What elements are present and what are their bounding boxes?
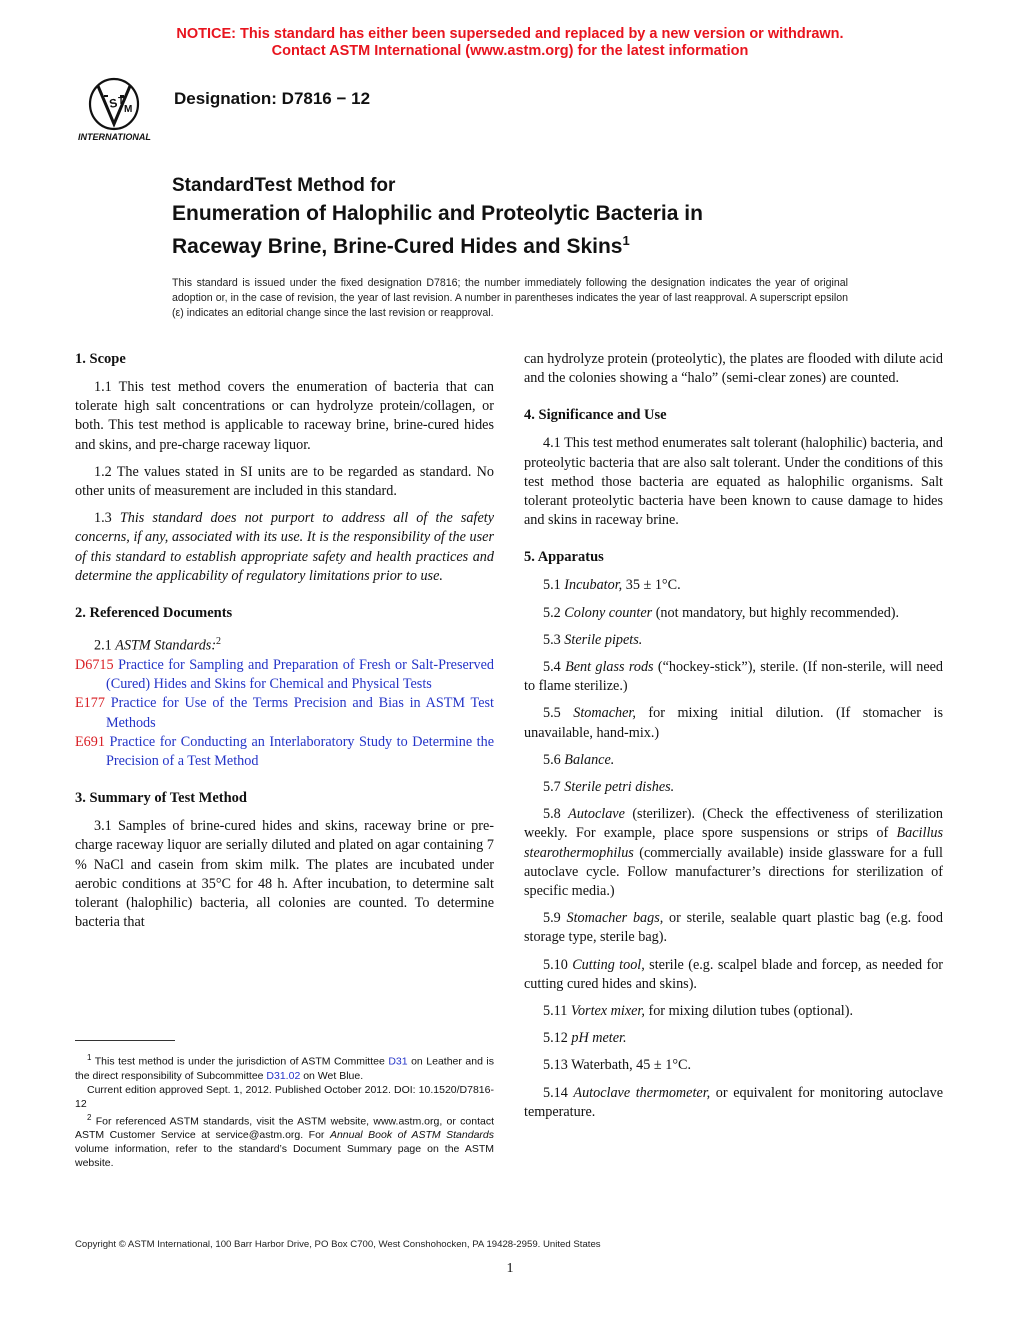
astm-standards-number: 2.1 [94, 637, 116, 654]
apparatus-item: 5.7 Sterile petri dishes. [543, 779, 675, 796]
section-apparatus [524, 548, 943, 1122]
ref-d6715[interactable] [75, 656, 494, 694]
copyright-line: Copyright © ASTM International, 100 Barr Harbor Drive, PO Box C700, West Conshohocken, PA 19428-2959. United States [75, 1239, 601, 1250]
title-block [172, 174, 932, 260]
scope-1-2: 1.2 The values stated in SI units are to be regarded as standard. No other units of measurement are included in this standard. [75, 463, 494, 500]
apparatus-heading: 5. Apparatus [524, 549, 604, 566]
ref-e691[interactable] [75, 733, 494, 771]
ref-code[interactable]: E177 [75, 695, 105, 712]
referenced-heading: 2. Referenced Documents [75, 605, 233, 622]
title-line-1: Enumeration of Halophilic and Proteolytic Bacteria in [172, 202, 703, 225]
ref-title[interactable]: Practice for Conducting an Interlaboratory Study to Determine the Precision of a Test Method [106, 733, 494, 769]
apparatus-item: 5.4 Bent glass rods (“hockey-stick”), sterile. (If non-sterile, will need to flame sterilize.) [524, 659, 944, 695]
apparatus-item: 5.9 Stomacher bags, or sterile, sealable quart plastic bag (e.g. food storage type, sterile bag). [524, 910, 943, 946]
apparatus-item: 5.5 Stomacher, for mixing initial dilution. (If stomacher is unavailable, hand-mix.) [524, 705, 943, 741]
scope-1-3 [75, 509, 494, 586]
apparatus-item: 5.10 Cutting tool, sterile (e.g. scalpel blade and forcep, as needed for cutting cured hides and skins). [524, 956, 944, 992]
ref-e177[interactable] [75, 694, 494, 732]
ref-title[interactable]: Practice for Sampling and Preparation of Fresh or Salt-Preserved (Cured) Hides and Skins for Chemical and Physical Tests [106, 656, 495, 693]
logo-wordmark: INTERNATIONAL [78, 132, 151, 142]
page-number: 1 [506, 1261, 514, 1276]
issuance-statement: This standard is issued under the fixed designation D7816; the number immediately following the designation indicates the year of original adoption or, in the case of revision, the year of last revision. A number in parentheses indicates the year of last reapproval. A superscript epsilon (ε) indicates an editorial change since the last revision or reapproval. [172, 277, 848, 319]
left-column [75, 350, 494, 940]
scope-1-3-text: This standard does not purport to address all of the safety concerns, if any, associated with its use. It is the responsibility of the user of this standard to establish appropriate safety and health practices and determine the applicability of regulatory limitations prior to use. [75, 510, 494, 584]
scope-1-1: 1.1 This test method covers the enumeration of bacteria that can tolerate high salt concentrations or can hydrolyze protein/collagen, or both. This test method is applicable to raceway brine, brine-cured hides and skins, and pre-charge raceway liquor. [75, 379, 494, 453]
apparatus-item: 5.2 Colony counter (not mandatory, but highly recommended). [543, 604, 900, 621]
section-summary [75, 789, 494, 932]
document-title [172, 200, 932, 260]
section-significance [524, 406, 943, 530]
footnote-1: $^1$ This test method is under the jurisdiction of ASTM Committee D31 on Leather and is the direct responsibility of Subcommittee D31.02 on Wet Blue. [75, 1053, 494, 1082]
apparatus-item: 5.14 Autoclave thermometer, or equivalent for monitoring autoclave temperature. [524, 1084, 943, 1120]
svg-text:S: S [108, 95, 119, 111]
ref-title[interactable]: Practice for Use of the Terms Precision and Bias in ASTM Test Methods [106, 695, 494, 731]
superseded-notice [0, 26, 1020, 60]
astm-standards-label [75, 632, 494, 656]
apparatus-item: 5.1 Incubator, 35 ± 1°C. [543, 577, 681, 594]
subcommittee-link[interactable]: D31.02 [266, 1069, 301, 1082]
section-referenced-documents [75, 604, 494, 771]
title-line-2: Raceway Brine, Brine-Cured Hides and Skins [172, 235, 623, 258]
astm-standards-text: ASTM Standards: [115, 637, 217, 654]
title-footnote-mark: 1 [622, 233, 630, 248]
notice-line-2: Contact ASTM International (www.astm.org) for the latest information [271, 43, 749, 59]
svg-text:M: M [124, 104, 133, 115]
footnotes [75, 1051, 494, 1170]
ref-code[interactable]: D6715 [75, 656, 114, 673]
scope-heading: 1. Scope [75, 351, 126, 367]
astm-standards-footnote-mark: 2 [216, 636, 222, 648]
astm-logo [74, 74, 160, 146]
section-scope [75, 350, 494, 586]
footnote-edition: Current edition approved Sept. 1, 2012. Published October 2012. DOI: 10.1520/D7816-12 [75, 1083, 494, 1110]
apparatus-item: 5.3 Sterile pipets. [543, 631, 643, 648]
apparatus-item: 5.8 Autoclave (sterilizer). (Check the effectiveness of sterilization weekly. For example, place spore suspensions or strips of Bacillus stearothermophilus (commercially available) inside glassware for a full autoclave cycle. Follow manufacturer’s directions for sterilization of specific media.) [524, 806, 944, 900]
right-column [524, 350, 943, 1130]
footnote-divider [75, 1040, 175, 1041]
committee-link[interactable]: D31 [388, 1055, 408, 1068]
scope-1-3-number: 1.3 [94, 510, 120, 527]
ref-code[interactable]: E691 [75, 733, 105, 750]
apparatus-item: 5.11 Vortex mixer, for mixing dilution tubes (optional). [543, 1003, 853, 1020]
summary-3-1: 3.1 Samples of brine-cured hides and skins, raceway brine or pre-charge raceway liquor are serially diluted and plated on agar containing 7 % NaCl and casein from skim milk. The plates are incubated under aerobic conditions at 35°C for 48 h. After incubation, to determine salt tolerant (halophilic) bacteria, all colonies are counted. To determine bacteria that [75, 818, 494, 931]
footnote-2: $^2$ For referenced ASTM standards, visit the ASTM website, www.astm.org, or contact ASTM Customer Service at service@astm.org. For Annual Book of ASTM Standards volume information, refer to the standard’s Document Summary page on the ASTM website. [75, 1112, 494, 1169]
svg-text:T: T [118, 96, 125, 107]
summary-3-1-continued: can hydrolyze protein (proteolytic), the plates are flooded with dilute acid and the colonies showing a “halo” (semi-clear zones) are counted. [524, 351, 943, 387]
apparatus-item: 5.12 pH meter. [543, 1030, 627, 1047]
title-prefix: StandardTest Method for [172, 175, 396, 196]
notice-line-1: NOTICE: This standard has either been superseded and replaced by a new version or withdrawn. [176, 26, 844, 42]
significance-heading: 4. Significance and Use [524, 407, 667, 424]
summary-heading: 3. Summary of Test Method [75, 790, 247, 807]
designation: Designation: D7816 − 12 [174, 89, 371, 108]
apparatus-item: 5.13 Waterbath, 45 ± 1°C. [543, 1057, 692, 1074]
apparatus-item: 5.6 Balance. [543, 751, 615, 768]
significance-4-1: 4.1 This test method enumerates salt tolerant (halophilic) bacteria, and proteolytic bacteria that are also salt tolerant. Under the conditions of this test method those bacteria are equated as halophilic organisms. Salt tolerant proteolytic bacteria have been known to cause damage to hides and skins in raceway brine. [524, 435, 943, 529]
